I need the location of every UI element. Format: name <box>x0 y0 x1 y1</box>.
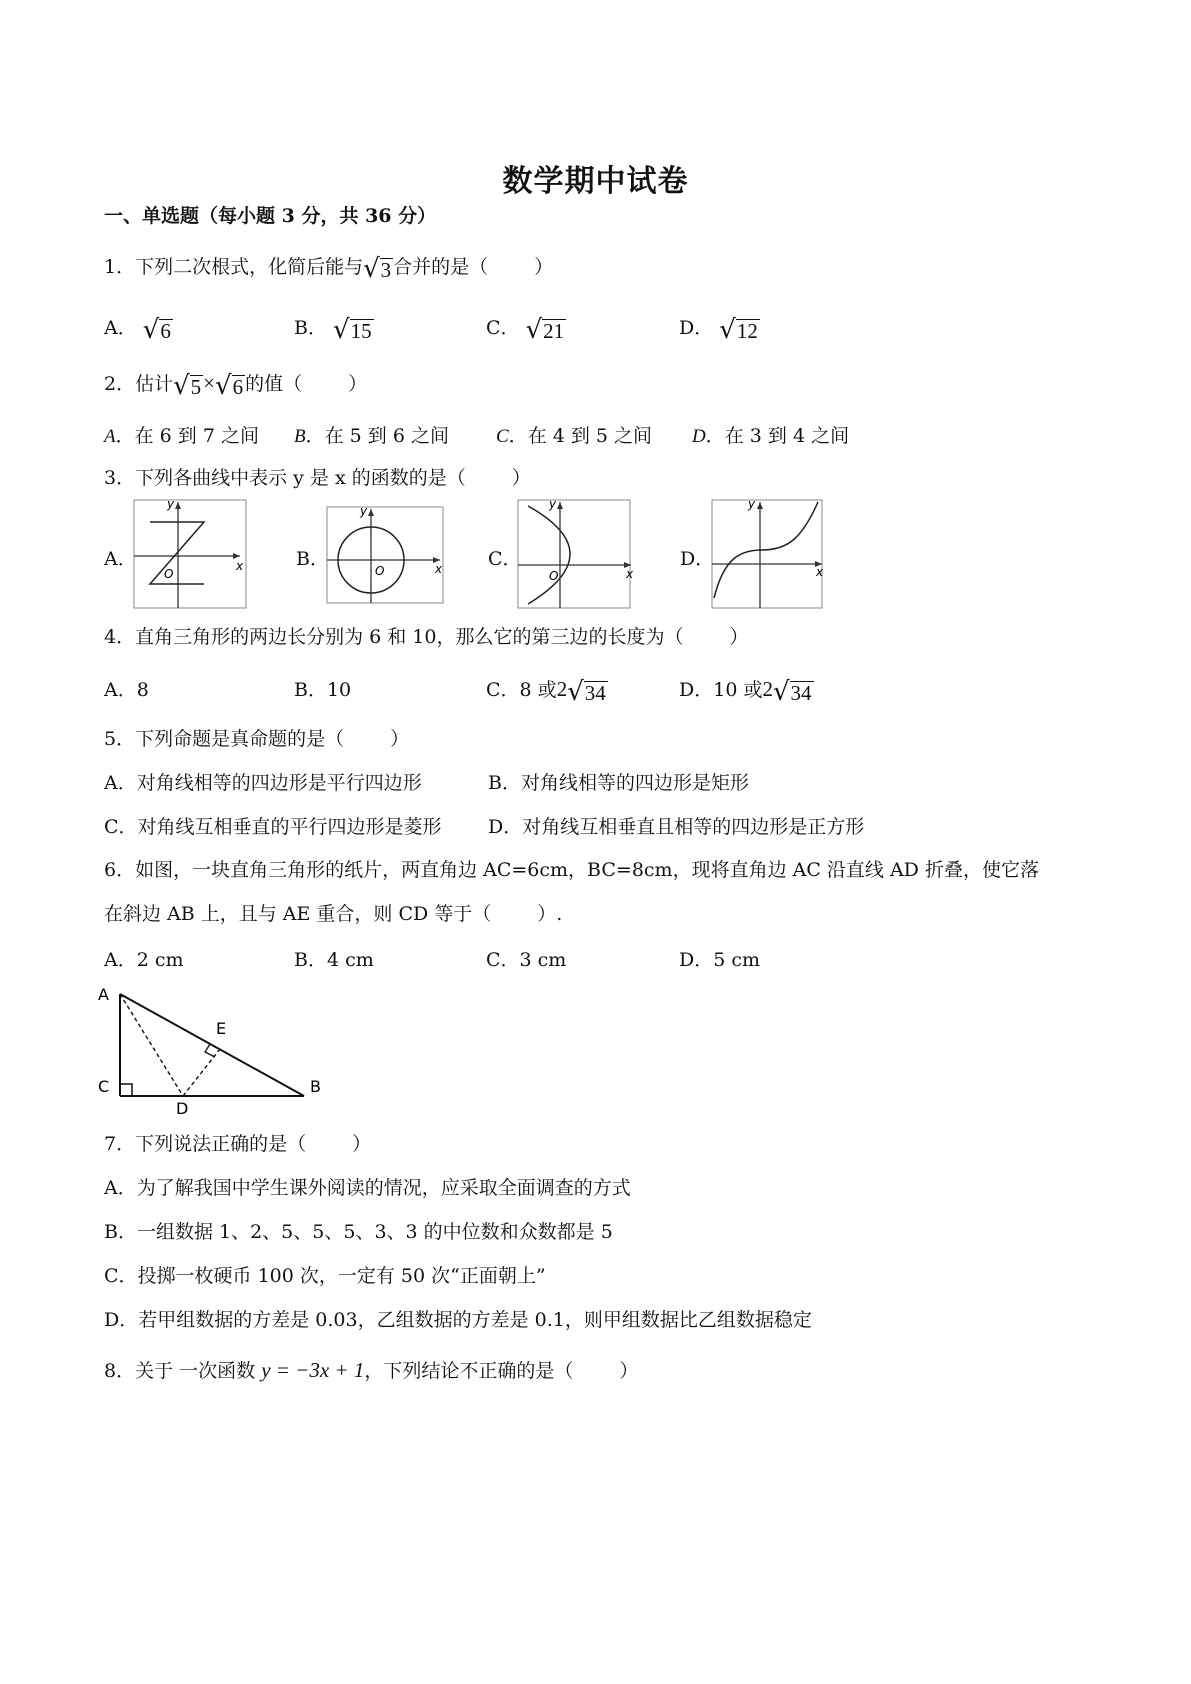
point-d-label: D <box>176 1099 189 1114</box>
axis-x-label: x <box>435 562 443 576</box>
origin-label: O <box>164 567 174 581</box>
option-a: A．在 6 到 7 之间 <box>104 425 259 447</box>
q7-option-b: B．一组数据 1、2、5、5、5、3、3 的中位数和众数都是 5 <box>104 1221 613 1243</box>
q5-option-a: A．对角线相等的四边形是平行四边形 <box>104 772 422 794</box>
graph-c <box>516 498 638 610</box>
axis-x-label: x <box>236 559 244 573</box>
option-b-label: B． <box>296 548 329 570</box>
radical: √ 3 <box>363 254 392 284</box>
question-2-stem: 2．估计 √ 5 × √ 6 的值（ ） <box>104 371 368 401</box>
q5-option-b: B．对角线相等的四边形是矩形 <box>488 772 749 794</box>
q7-option-d: D．若甲组数据的方差是 0.03，乙组数据的方差是 0.1，则甲组数据比乙组数据稳定 <box>104 1309 812 1331</box>
option-b: B． √ 15 <box>294 315 372 345</box>
formula: y = −3x + 1 <box>261 1358 365 1382</box>
q5-option-c: C．对角线互相垂直的平行四边形是菱形 <box>104 816 442 838</box>
point-c-label: C <box>98 1077 110 1096</box>
axis-y-label: y <box>360 505 368 518</box>
option-d: D． √ 12 <box>679 315 758 345</box>
option-b: B．在 5 到 6 之间 <box>294 425 449 447</box>
axis-y-label: y <box>167 498 175 511</box>
option-c: C．8 或2 √ 34 <box>486 677 606 707</box>
point-b-label: B <box>310 1077 321 1096</box>
graph-a <box>132 498 252 610</box>
option-b: B．10 <box>294 679 352 701</box>
q5-option-d: D．对角线互相垂直且相等的四边形是正方形 <box>488 816 865 838</box>
question-1-options <box>104 313 1004 343</box>
question-2-options <box>104 421 1004 451</box>
option-d: D．在 3 到 4 之间 <box>692 425 850 447</box>
question-4-options <box>104 675 1004 705</box>
option-a: A．8 <box>104 679 149 701</box>
option-d: D．10 或2 √ 34 <box>679 677 812 707</box>
option-d-label: D． <box>680 548 715 570</box>
axis-x-label: x <box>626 567 634 581</box>
option-a-label: A． <box>104 548 137 570</box>
option-d: D．5 cm <box>679 949 761 971</box>
question-6-line-1: 6．如图，一块直角三角形的纸片，两直角边 AC=6cm，BC=8cm，现将直角边 AC 沿直线 AD 折叠，使它落 <box>104 859 1039 881</box>
question-4-stem: 4．直角三角形的两边长分别为 6 和 10，那么它的第三边的长度为（ ） <box>104 626 749 648</box>
axis-x-label: x <box>816 565 824 579</box>
origin-label: O <box>375 564 385 578</box>
triangle-figure <box>90 980 340 1114</box>
page-title: 数学期中试卷 <box>502 164 689 199</box>
option-a: A． √ 6 <box>104 315 171 345</box>
q7-option-c: C．投掷一枚硬币 100 次，一定有 50 次“正面朝上” <box>104 1265 546 1287</box>
option-c: C．3 cm <box>486 949 567 971</box>
origin-label: O <box>549 569 559 583</box>
point-a-label: A <box>98 985 109 1004</box>
graph-b <box>325 505 447 607</box>
option-c-label: C． <box>488 548 522 570</box>
question-1-stem: 1．下列二次根式，化简后能与 √ 3 合并的是（ ） <box>104 254 554 284</box>
axis-y-label: y <box>748 498 756 511</box>
question-6-options <box>104 945 1004 975</box>
option-c: C． √ 21 <box>486 315 565 345</box>
option-b: B．4 cm <box>294 949 374 971</box>
question-5-stem: 5．下列命题是真命题的是（ ） <box>104 728 410 750</box>
graph-d <box>710 498 828 610</box>
axis-y-label: y <box>549 498 557 511</box>
question-3-stem: 3．下列各曲线中表示 y 是 x 的函数的是（ ） <box>104 467 531 489</box>
q7-option-a: A．为了解我国中学生课外阅读的情况，应采取全面调查的方式 <box>104 1177 631 1199</box>
section-heading-single-choice: 一、单选题（每小题 3 分，共 36 分） <box>104 205 437 227</box>
option-a: A．2 cm <box>104 949 184 971</box>
point-e-label: E <box>216 1019 227 1038</box>
option-c: C．在 4 到 5 之间 <box>496 425 653 447</box>
question-6-line-2: 在斜边 AB 上，且与 AE 重合，则 CD 等于（ ）. <box>104 903 563 925</box>
question-8-stem: 8．关于 一次函数 y = −3x + 1，下列结论不正确的是（ ） <box>104 1358 639 1382</box>
question-7-stem: 7．下列说法正确的是（ ） <box>104 1133 372 1155</box>
